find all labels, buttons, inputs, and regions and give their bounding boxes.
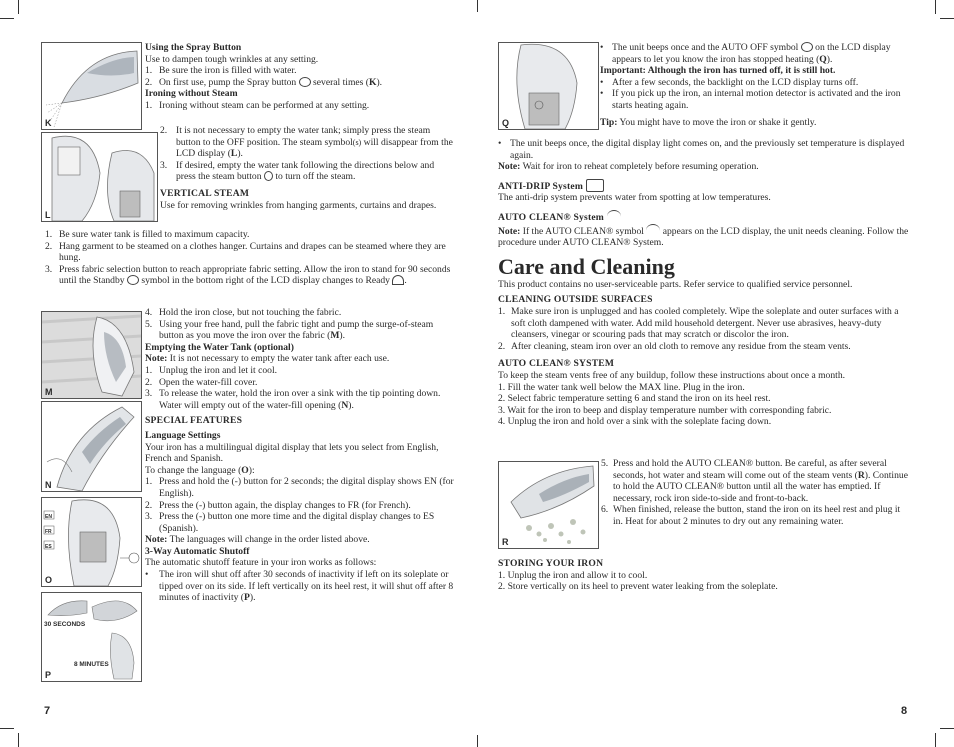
auto-off-bullet-2: • After a few seconds, the backlight on the LCD display turns off. (600, 76, 859, 88)
crop-mark (935, 0, 936, 14)
outside-step-2: 2. After cleaning, steam iron over an old cloth to remove any residue from the steam vents. (498, 340, 851, 352)
care-intro: This product contains no user-serviceable parts. Refer service to qualified service personnel. (498, 278, 853, 290)
vertical-step-2: 2. Hang garment to be steamed on a clothes hanger. Curtains and drapes can be steamed where they are hung. (45, 240, 446, 264)
auto-off-bullet-4: • The unit beeps once, the digital display light comes on, and the previously set temperature is displayed again. (498, 138, 905, 161)
anti-drip-text: The anti-drip system prevents water from spotting at low temperatures. (498, 192, 771, 204)
empty-step-1: 1. Unplug the iron and let it cool. (145, 364, 278, 376)
shutoff-intro: The automatic shutoff feature in your iron works as follows: (145, 557, 377, 569)
language-note: Note: The languages will change in the order listed above. (145, 534, 370, 546)
auto-clean-note: Note: If the AUTO CLEAN® symbol appears on the LCD display, the unit needs cleaning. Follow the procedure under AUTO CLEAN® System. (498, 225, 909, 249)
auto-clean-step-5: 5. Press and hold the AUTO CLEAN® button. Be careful, as after several seconds, hot water and steam will come out of the steam vents (R). Continue to hold the AUTO CLEAN® button until all the water has emptied. If necessary, rock iron side-to-side and front-to-back. (601, 458, 908, 504)
tip-text: Tip: You might have to move the iron or shake it gently. (600, 116, 817, 128)
ready-icon (392, 275, 404, 285)
storing-step-2: 2. Store vertically on its heel to prevent water leaking from the soleplate. (498, 581, 778, 593)
language-heading: Language Settings (145, 429, 221, 441)
figure-n (41, 401, 142, 492)
spray-heading: Using the Spray Button (145, 42, 242, 53)
no-steam-step-2: 2. It is not necessary to empty the water tank; simply press the steam button to the OFF position. The steam symbol(s) will disappear from the LCD display (L). (160, 125, 453, 160)
standby-icon (127, 275, 139, 285)
figure-q (498, 42, 599, 130)
figure-p-30-seconds: 30 SECONDS (44, 621, 86, 628)
no-steam-step-1: 1. Ironing without steam can be performed at any setting. (145, 99, 370, 111)
language-intro: Your iron has a multilingual digital display that lets you select from English, French and Spanish. (145, 441, 439, 465)
figure-o-es: ES (45, 544, 52, 550)
storing-heading: STORING YOUR IRON (498, 558, 604, 569)
figure-o-fr: FR (45, 529, 52, 535)
vertical-steam-heading: VERTICAL STEAM (160, 187, 250, 199)
figure-l (41, 132, 158, 222)
figure-n-label: N (45, 480, 52, 490)
figure-p-8-minutes: 8 MINUTES (74, 661, 109, 668)
language-step-3: 3. Press the (-) button one more time and the digital display changes to ES (Spanish). (145, 511, 435, 534)
spray-intro: Use to dampen tough wrinkles at any setting. (145, 53, 319, 65)
auto-off-bullet-3: • If you pick up the iron, an internal motion detector is activated and the iron starts heating again. (600, 88, 901, 111)
auto-clean-step-6: 6. When finished, release the button, stand the iron on its heel rest and plug it in. Heat for about 2 minutes to dry out any remaining water. (601, 504, 901, 527)
steam-button-icon (264, 171, 273, 181)
figure-m-label: M (45, 387, 53, 397)
right-column-upper (600, 42, 912, 128)
anti-drip-icon (586, 179, 604, 192)
shutoff-bullet-1: • The iron will shut off after 30 seconds of inactivity if left on its soleplate or tipped over on its side. If left vertically on its heel rest, it will shut off after 8 minutes of inactivity (P). (145, 569, 454, 604)
crop-mark (18, 733, 19, 747)
page-number-left: 7 (44, 705, 51, 717)
auto-clean-step-4: 4. Unplug the iron and hold over a sink with the soleplate facing down. (498, 416, 772, 428)
vertical-steam-intro: Use for removing wrinkles from hanging garments, curtains and drapes. (160, 199, 437, 211)
empty-step-2: 2. Open the water-fill cover. (145, 376, 258, 388)
crop-mark (935, 733, 936, 747)
figure-p-label: P (45, 670, 52, 680)
reheat-note: Note: Wait for iron to reheat completely before resuming operation. (498, 161, 759, 173)
important-note: Important: Although the iron has turned off, it is still hot. (600, 65, 836, 77)
crop-mark (0, 728, 14, 729)
center-crop-mark (477, 0, 478, 12)
auto-clean-icon (607, 210, 621, 223)
figure-o-en: EN (45, 514, 52, 520)
figure-m (41, 311, 142, 399)
empty-tank-heading: Emptying the Water Tank (optional) (145, 341, 294, 353)
vertical-step-4: 4. Hold the iron close, but not touching the fabric. (145, 307, 342, 318)
spray-step-2: 2. On first use, pump the Spray button several times (K). (145, 76, 383, 88)
vertical-step-1: 1. Be sure water tank is filled to maximum capacity. (45, 229, 250, 240)
figure-k (41, 42, 142, 130)
outside-step-1: 1. Make sure iron is unplugged and has cooled completely. Wipe the soleplate and outer surfaces with a soft cloth dampened with water. Add mild household detergent. Never use abrasives, heavy-duty cleansers, vinegar or scouring pads that may scratch or discolor the iron. (498, 305, 899, 341)
figure-q-label: Q (502, 118, 510, 128)
shutoff-heading: 3-Way Automatic Shutoff (145, 545, 250, 557)
no-steam-step-3: 3. If desired, empty the water tank following the directions below and press the steam button to turn off the steam. (160, 159, 435, 183)
vertical-step-5: 5. Using your free hand, pull the fabric tight and pump the surge-of-steam button as you move the iron over the fabric (M). (145, 318, 434, 342)
left-column-upper (145, 42, 455, 112)
figure-o (41, 497, 142, 587)
left-column-lcd (160, 125, 455, 211)
auto-clean-heading: AUTO CLEAN® SYSTEM (498, 358, 615, 370)
auto-clean-step-1: 1. Fill the water tank well below the MAX line. Plug in the iron. (498, 381, 745, 393)
auto-clean-symbol-icon (646, 224, 660, 237)
auto-clean-system-heading: AUTO CLEAN® System (498, 210, 912, 224)
auto-clean-step-3: 3. Wait for the iron to beep and display temperature number with corresponding fabric. (498, 404, 832, 416)
special-features-heading: SPECIAL FEATURES (145, 415, 243, 427)
crop-mark (18, 0, 19, 14)
spray-step-1: 1. Be sure the iron is filled with water. (145, 65, 297, 77)
figure-l-label: L (45, 210, 51, 220)
crop-mark (0, 18, 14, 19)
cleaning-outside-heading: CLEANING OUTSIDE SURFACES (498, 294, 653, 306)
center-crop-mark (477, 735, 478, 747)
empty-step-3: 3. To release the water, hold the iron over a sink with the tip pointing down. Water will empty out of the water-fill opening (N). (145, 388, 441, 411)
auto-off-bullet-1: • The unit beeps once and the AUTO OFF symbol on the LCD display appears to let you know the iron has stopped heating (Q). (600, 42, 891, 65)
figure-r-label: R (502, 537, 509, 547)
crop-mark (940, 18, 954, 19)
auto-clean-step-2: 2. Select fabric temperature setting 6 and stand the iron on its heel rest. (498, 393, 771, 405)
language-step-2: 2. Press the (-) button again, the display changes to FR (for French). (145, 499, 411, 511)
anti-drip-heading: ANTI-DRIP System (498, 179, 912, 193)
crop-mark (940, 728, 954, 729)
care-cleaning-title: Care and Cleaning (498, 253, 675, 279)
auto-clean-intro: To keep the steam vents free of any buildup, follow these instructions about once a month. (498, 369, 846, 381)
change-language: To change the language (O): (145, 464, 255, 476)
figure-k-label: K (45, 118, 52, 128)
left-column-full (45, 229, 455, 287)
figure-p (41, 592, 142, 682)
storing-step-1: 1. Unplug the iron and allow it to cool. (498, 569, 648, 581)
right-column-lower (601, 458, 912, 528)
no-steam-heading: Ironing without Steam (145, 88, 238, 100)
right-column-main (498, 138, 912, 428)
right-column-storing (498, 558, 912, 593)
spray-icon (299, 77, 311, 87)
vertical-step-3: 3. Press fabric selection button to reach appropriate fabric setting. Allow the iron to stand for 90 seconds until the Standby symbol in the bottom right of the LCD display changes to Ready . (45, 263, 451, 287)
figure-r (498, 461, 599, 549)
language-step-1: 1. Press and hold the (-) button for 2 seconds; the digital display shows EN (for English). (145, 476, 454, 499)
page-number-right: 8 (901, 705, 908, 717)
left-column-lower (145, 307, 455, 604)
empty-tank-note: Note: It is not necessary to empty the water tank after each use. (145, 353, 390, 365)
auto-off-icon (801, 42, 813, 52)
figure-o-label: O (45, 575, 53, 585)
